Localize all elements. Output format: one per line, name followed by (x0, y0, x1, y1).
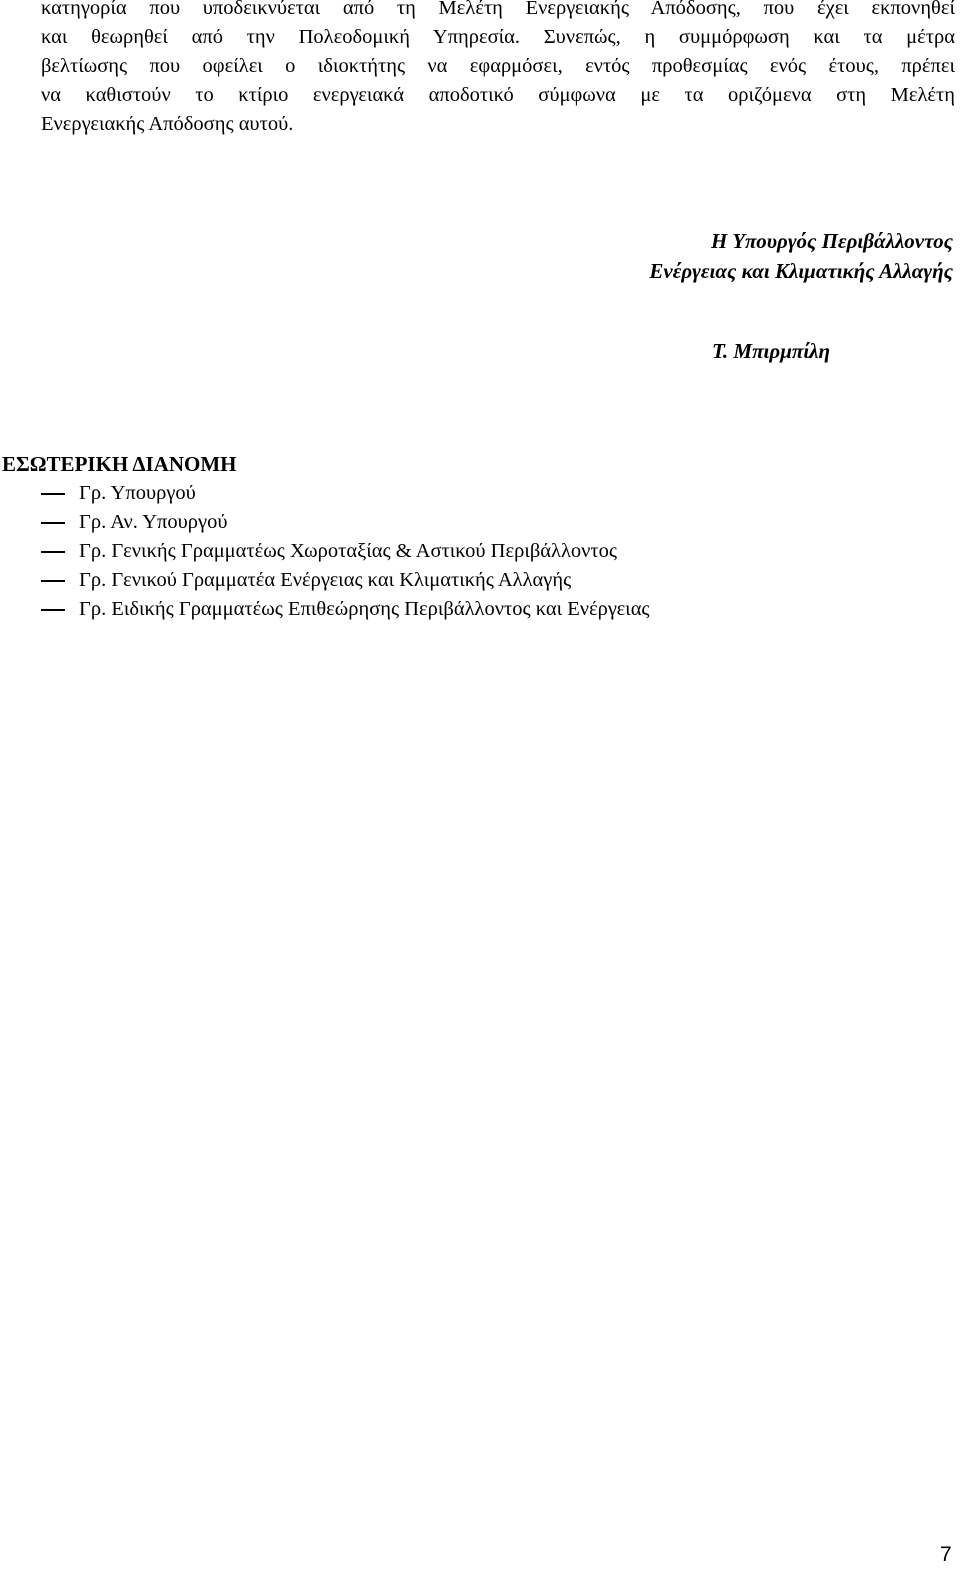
paragraph-line: βελτίωσης που οφείλει ο ιδιοκτήτης να εφαρμόσει, εντός προθεσμίας ενός έτους, πρέπει (41, 55, 955, 77)
distribution-list (41, 479, 650, 624)
distribution-item (41, 508, 650, 537)
signature-block (649, 226, 953, 286)
paragraph-line: και θεωρηθεί από την Πολεοδομική Υπηρεσία. Συνεπώς, η συμμόρφωση και τα μέτρα (41, 26, 955, 48)
distribution-item-label: Γρ. Γενικής Γραμματέως Χωροταξίας & Αστικού Περιβάλλοντος (79, 540, 618, 562)
signatory-title-line-1: Η Υπουργός Περιβάλλοντος (711, 229, 953, 253)
distribution-heading: ΕΣΩΤΕΡΙΚΗ ΔΙΑΝΟΜΗ (2, 452, 237, 476)
paragraph-line: Ενεργειακής Απόδοσης αυτού. (41, 113, 294, 135)
paragraph-line: κατηγορία που υποδεικνύεται από τη Μελέτη Ενεργειακής Απόδοσης, που έχει εκπονηθεί (41, 0, 955, 19)
distribution-item-label: Γρ. Γενικού Γραμματέα Ενέργειας και Κλιματικής Αλλαγής (79, 569, 572, 591)
distribution-item-label: Γρ. Υπουργού (79, 482, 196, 504)
distribution-item-label: Γρ. Ειδικής Γραμματέως Επιθεώρησης Περιβάλλοντος και Ενέργειας (79, 598, 650, 620)
distribution-item-label: Γρ. Αν. Υπουργού (79, 511, 228, 533)
dash-bullet-icon (41, 522, 65, 524)
paragraph-line: να καθιστούν το κτίριο ενεργειακά αποδοτικό σύμφωνα με τα οριζόμενα στη Μελέτη (41, 84, 955, 106)
signatory-title-line-2: Ενέργειας και Κλιματικής Αλλαγής (649, 259, 953, 283)
distribution-item (41, 566, 650, 595)
dash-bullet-icon (41, 551, 65, 553)
distribution-item (41, 479, 650, 508)
dash-bullet-icon (41, 609, 65, 611)
distribution-item (41, 595, 650, 624)
distribution-item (41, 537, 650, 566)
signatory-name: Τ. Μπιρμπίλη (712, 339, 831, 363)
dash-bullet-icon (41, 580, 65, 582)
body-paragraph (41, 0, 955, 139)
dash-bullet-icon (41, 493, 65, 495)
page-number: 7 (940, 1543, 952, 1566)
